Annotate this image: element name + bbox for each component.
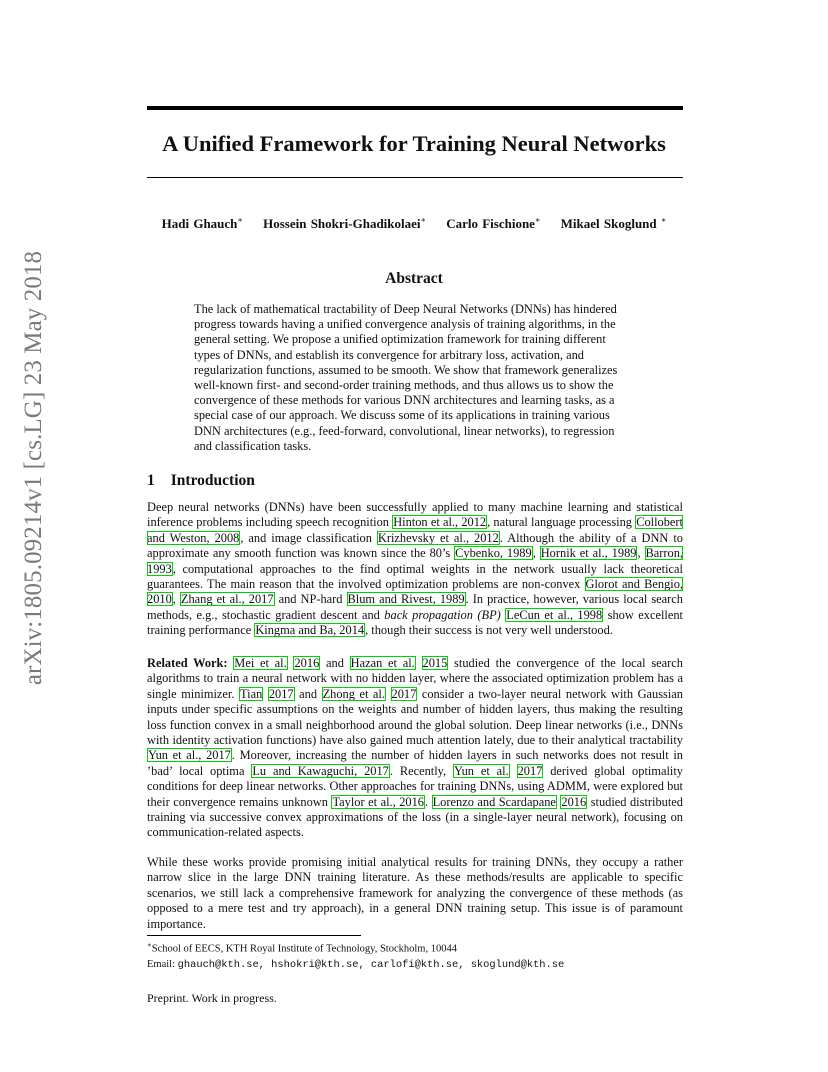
email-addresses[interactable]: ghauch@kth.se, hshokri@kth.se, carlofi@kth.se, skoglund@kth.se	[177, 958, 565, 971]
citation-link[interactable]: Lu and Kawaguchi, 2017	[252, 763, 389, 778]
footnote-affiliation: ∗School of EECS, KTH Royal Institute of Technology, Stockholm, 10044	[147, 941, 457, 955]
section-number: 1	[147, 472, 155, 489]
paragraph-lead: Related Work:	[147, 656, 228, 670]
footnote-mark: ∗	[147, 941, 152, 949]
citation-link[interactable]: Cybenko, 1989	[455, 546, 532, 561]
author-footnote-mark[interactable]: ∗	[237, 216, 243, 225]
citation-link[interactable]: Collobert and Weston, 2008	[147, 515, 683, 545]
footnote	[147, 938, 687, 973]
citation-link[interactable]: Lorenzo and Scardapane	[432, 794, 556, 809]
citation-link[interactable]: LeCun et al., 1998	[506, 607, 603, 622]
author-footnote-mark[interactable]: ∗	[660, 216, 667, 225]
citation-link[interactable]: 2016	[561, 794, 587, 809]
citation-link[interactable]: Zhong et al.	[322, 686, 385, 701]
citation-link[interactable]: 2015	[422, 656, 448, 670]
citation-link[interactable]: 2017	[391, 686, 417, 701]
citation-link[interactable]: Barron, 1993	[147, 546, 684, 576]
citation-link[interactable]: 2017	[268, 686, 294, 701]
citation-link[interactable]: Kingma and Ba, 2014	[255, 623, 365, 638]
citation-link[interactable]: Glorot and Bengio, 2010	[147, 577, 683, 607]
author: Carlo Fischione∗	[446, 216, 541, 232]
arxiv-identifier-stamp	[14, 250, 54, 686]
citation-link[interactable]: Hornik et al., 1989	[540, 546, 637, 561]
intro-paragraph-1: Deep neural networks (DNNs) have been successfully applied to many machine learning and statistical inference problems including speech recognition Hinton et al., 2012, natural language processing Collobert and Weston, 2008, and image classification Krizhevsky et al., 2012. Although the ability of a DNN to approximate any smooth function was known since the 80’s Cybenko, 1989, Hornik et al., 1989, Barron, 1993, computational approaches to the find optimal weights in the network usually lack theoretical guarantees. The main reason that the involved optimization problems are non-convex Glorot and Bengio, 2010, Zhang et al., 2017 and NP-hard Blum and Rivest, 1989. In practice, however, various local search methods, e.g., stochastic gradient descent and back propagation (BP) LeCun et al., 1998 show excellent training performance Kingma and Ba, 2014, though their success is not very well understood.	[147, 500, 684, 638]
arxiv-identifier-text: arXiv:1805.09214v1 [cs.LG] 23 May 2018	[20, 250, 47, 686]
footnote-emails: Email: ghauch@kth.se, hshokri@kth.se, carlofi@kth.se, skoglund@kth.se	[147, 958, 565, 971]
author-footnote-mark[interactable]: ∗	[420, 216, 426, 225]
section-heading	[147, 472, 255, 490]
citation-link[interactable]: Hazan et al.	[350, 656, 415, 670]
section-title: Introduction	[170, 472, 255, 489]
citation-link[interactable]: Yun et al.	[454, 763, 509, 778]
citation-link[interactable]: 2016	[294, 656, 320, 670]
title-top-rule	[147, 106, 683, 110]
citation-link[interactable]: Taylor et al., 2016	[332, 794, 424, 809]
citation-link[interactable]: Tian	[240, 686, 263, 701]
related-work-paragraph: Related Work: Mei et al. 2016 and Hazan et al. 2015 studied the convergence of the local search algorithms to train a neural network with no hidden layer, where the associated optimization problem has a single minimizer. Tian 2017 and Zhong et al. 2017 consider a two-layer neural network with Gaussian inputs under specific assumptions on the weights and number of hidden layers, thus making the resulting loss function convex in a small neighborhood around the global solution. Deep linear networks (i.e., DNNs with identity activation functions) have also gained much attention lately, due to their analytical tractability Yun et al., 2017. Moreover, increasing the number of hidden layers in such networks does not result in ’bad’ local optima Lu and Kawaguchi, 2017. Recently, Yun et al. 2017 derived global optimality conditions for deep linear networks. Other approaches for training DNNs, using ADMM, were explored but their convergence remains unknown Taylor et al., 2016. Lorenzo and Scardapane 2016 studied distributed training via successive convex approximations of the loss (in a single-layer neural network), focusing on communication-related aspects.	[147, 656, 684, 840]
citation-link[interactable]: Hinton et al., 2012	[393, 515, 487, 530]
title-bottom-rule	[147, 177, 683, 178]
preprint-note: Preprint. Work in progress.	[147, 991, 277, 1005]
citation-link[interactable]: Zhang et al., 2017	[180, 592, 274, 607]
intro-paragraph-3: While these works provide promising initial analytical results for training DNNs, they occupy a rather narrow slice in the large DNN training literature. As these methods/results are applicable to specific scenarios, we still lack a comprehensive framework for analyzing the convergence of these methods (as opposed to a mere test and try approach), in a general DNN training setup. This issue is of paramount importance.	[147, 855, 683, 931]
author-list	[0, 216, 828, 232]
author: Mikael Skoglund ∗	[560, 216, 667, 232]
abstract-heading: Abstract	[385, 270, 443, 287]
author-footnote-mark[interactable]: ∗	[534, 216, 541, 225]
paper-title: A Unified Framework for Training Neural Networks	[162, 131, 666, 156]
citation-link[interactable]: Blum and Rivest, 1989	[347, 592, 465, 607]
author: Hossein Shokri-Ghadikolaei∗	[263, 216, 426, 232]
citation-link[interactable]: Krizhevsky et al., 2012	[377, 530, 499, 545]
citation-link[interactable]: Mei et al.	[234, 656, 287, 670]
citation-link[interactable]: 2017	[517, 763, 543, 778]
abstract-text: The lack of mathematical tractability of Deep Neural Networks (DNNs) has hindered progress towards having a unified convergence analysis of training algorithms, in the general setting. We propose a unified optimization framework for training different types of DNNs, and establish its convergence for arbitrary loss, activation, and regularization functions, assumed to be smooth. We show that framework generalizes well-known first- and second-order training methods, and thus allows us to show the convergence of these methods for various DNN architectures and learning tasks, as a special case of our approach. We discuss some of its applications in training various DNN architectures (e.g., feed-forward, convolutional, linear networks), to regression and classification tasks.	[194, 302, 618, 453]
footnote-rule	[147, 935, 361, 936]
citation-link[interactable]: Yun et al., 2017	[148, 748, 231, 763]
emphasized-term: back propagation (BP)	[384, 607, 501, 622]
author: Hadi Ghauch∗	[161, 216, 243, 232]
